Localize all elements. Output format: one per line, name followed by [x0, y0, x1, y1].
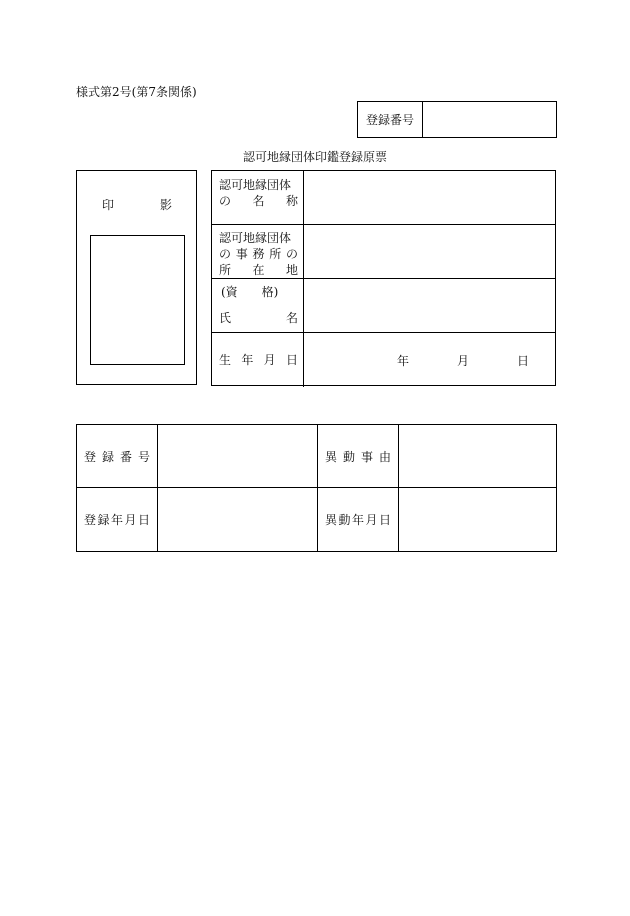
history-row [77, 488, 556, 551]
seal-label-char: 印 [102, 198, 115, 212]
seal-impression-label [77, 196, 196, 213]
label-line [84, 448, 150, 465]
label-char: 動 [342, 449, 355, 464]
label-char: 異 [325, 449, 338, 464]
registration-number-box [357, 101, 557, 138]
label-char: 日 [285, 353, 298, 367]
qualification-label: (資 格) [221, 285, 279, 299]
label-char: 所 [219, 263, 232, 277]
registration-date-field[interactable] [158, 488, 318, 551]
office-location-field[interactable] [304, 225, 555, 278]
office-location-row [212, 225, 555, 279]
label-char: 地 [285, 263, 298, 277]
label-line [219, 193, 298, 209]
label-line [325, 511, 391, 528]
registration-number-field-2[interactable] [158, 425, 318, 487]
label-line [325, 448, 391, 465]
label-char: 日 [137, 513, 150, 527]
label-char: 在 [252, 263, 265, 277]
label-line: 認可地縁団体 [219, 231, 292, 245]
group-name-label [212, 171, 304, 224]
label-char: 事 [360, 449, 373, 464]
label-char: 生 [219, 353, 232, 367]
seal-impression-area [76, 170, 197, 385]
birth-date-label [212, 333, 304, 387]
day-unit: 日 [517, 353, 530, 368]
label-char: 登 [84, 449, 97, 464]
label-char: 日 [378, 513, 391, 527]
seal-label-char: 影 [159, 198, 172, 212]
representative-field[interactable] [304, 279, 555, 332]
label-char: 月 [263, 353, 276, 367]
birth-date-field[interactable] [304, 333, 555, 387]
label-line [219, 262, 298, 278]
year-unit: 年 [397, 353, 410, 368]
label-char: 名 [285, 311, 298, 325]
label-char: 月 [124, 513, 137, 527]
label-char: の [219, 247, 232, 261]
label-char: 異 [325, 513, 338, 527]
registration-date-label [77, 488, 158, 551]
representative-row [212, 279, 555, 333]
representative-label [212, 279, 304, 332]
change-date-field[interactable] [399, 488, 556, 551]
seal-stamp-frame[interactable] [90, 235, 185, 365]
label-line: 認可地縁団体 [219, 178, 292, 192]
history-row [77, 425, 556, 488]
person-name-label [219, 310, 298, 326]
label-char: 氏 [219, 311, 232, 325]
label-char: 所 [269, 247, 282, 261]
label-char: 動 [338, 513, 351, 527]
registration-number-label-2 [77, 425, 158, 487]
label-char: 年 [351, 513, 364, 527]
label-char: 号 [137, 449, 150, 464]
change-reason-label [318, 425, 399, 487]
label-char: 名 [252, 194, 265, 208]
label-char: 務 [252, 247, 265, 261]
label-char: の [219, 194, 232, 208]
label-line [219, 246, 298, 262]
month-unit: 月 [457, 353, 470, 368]
group-name-row [212, 171, 555, 225]
label-char: 称 [285, 194, 298, 208]
label-char: 年 [241, 353, 254, 367]
office-location-label [212, 225, 304, 278]
change-reason-field[interactable] [399, 425, 556, 487]
label-line [219, 352, 298, 368]
registration-history-table [76, 424, 557, 552]
form-title: 認可地縁団体印鑑登録原票 [242, 150, 387, 164]
label-char: の [285, 247, 298, 261]
label-char: 月 [365, 513, 378, 527]
label-char: 登 [84, 513, 97, 527]
label-char: 事 [235, 247, 248, 261]
registration-number-field[interactable] [423, 102, 556, 137]
registration-number-label: 登録番号 [358, 102, 423, 137]
label-char: 録 [101, 449, 114, 464]
group-info-table [211, 170, 556, 386]
label-char: 由 [378, 449, 391, 464]
label-char: 番 [119, 449, 132, 464]
birth-date-row [212, 333, 555, 387]
form-number: 様式第2号(第7条関係) [76, 85, 197, 99]
label-char: 録 [97, 513, 110, 527]
change-date-label [318, 488, 399, 551]
group-name-field[interactable] [304, 171, 555, 224]
label-char: 年 [110, 513, 123, 527]
label-line [84, 511, 150, 528]
